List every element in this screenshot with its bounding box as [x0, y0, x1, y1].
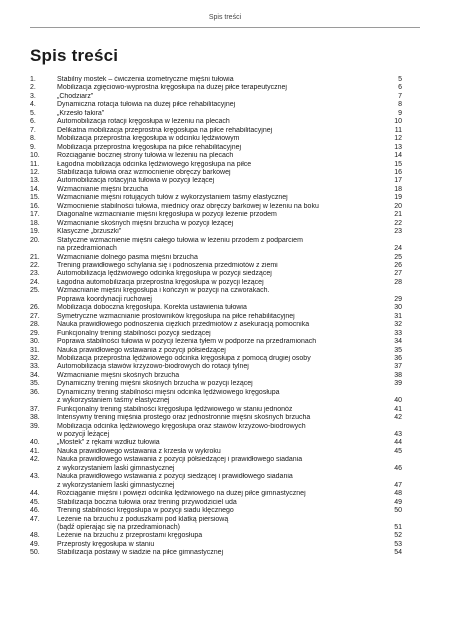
toc-entry: [30, 93, 402, 101]
toc-entry-number: 29.: [30, 329, 40, 337]
toc-entry: [30, 152, 402, 160]
toc-entry-number: 4.: [30, 101, 36, 109]
toc-entry-title-line: Wzmacnianie dolnego pasma mięśni brzucha: [57, 253, 198, 261]
toc-entry-number: 2.: [30, 84, 36, 92]
toc-entry-page-number: 44: [394, 439, 402, 447]
toc-entry-number: 17.: [30, 211, 40, 219]
toc-entry-number: 7.: [30, 126, 36, 134]
toc-entry-number: 38.: [30, 414, 40, 422]
toc-entry-number: 33.: [30, 363, 40, 371]
toc-entry-title-line: Mobilizacja doboczna kręgosłupa. Korekta ustawienia tułowia: [57, 304, 247, 312]
toc-entry-title-line: Łagodna mobilizacja odcinka lędźwiowego kręgosłupa na piłce: [57, 160, 252, 168]
toc-entry-title-line: Automobilizacja rotacji kręgosłupa w leżeniu na plecach: [57, 118, 230, 126]
toc-entry-page-number: 16: [394, 168, 402, 176]
toc-entry: [30, 279, 402, 287]
toc-entry: [30, 228, 402, 236]
toc-entry-page-number: 23: [394, 228, 402, 236]
toc-entry-title-line: Leżenie na brzuchu z przeprostami kręgosłupa: [57, 532, 203, 540]
toc-entry-title-line: Mobilizacja odcinka lędźwiowego kręgosłupa oraz stawów krzyżowo-biodrowych: [57, 422, 306, 430]
running-header: Spis treści: [208, 14, 242, 21]
toc-entry: [30, 270, 402, 278]
toc-entry-title-line: Funkcjonalny trening stabilności pozycji siedzącej: [57, 329, 211, 337]
toc-entry: [30, 338, 402, 346]
toc-entry: [30, 549, 402, 557]
toc-entry-page-number: 41: [394, 405, 402, 413]
toc-entry: [30, 473, 402, 490]
toc-entry-title: [57, 194, 374, 202]
toc-entry: [30, 135, 402, 143]
toc-entry-title: [57, 220, 374, 228]
toc-entry-page-number: 17: [394, 177, 402, 185]
toc-entry-number: 10.: [30, 152, 40, 160]
toc-entry-number: 1.: [30, 76, 36, 83]
toc-entry-page-number: 53: [394, 540, 402, 548]
toc-entry-title-line: Rozciąganie mięśni i powięzi odcinka lędźwiowego na dużej piłce gimnastycznej: [57, 490, 306, 498]
toc-entry-number: 43.: [30, 473, 40, 481]
toc-entry-title-line: Dynamiczna rotacja tułowia na dużej piłce rehabilitacyjnej: [57, 101, 236, 109]
toc-entry-title: [57, 330, 374, 338]
toc-entry-number: 24.: [30, 278, 40, 286]
toc-entry-page-number: 34: [394, 338, 402, 346]
toc-entry-title: [57, 439, 374, 447]
toc-entry-title: [57, 152, 374, 160]
header-divider: [30, 27, 420, 28]
toc-entry-title-line: Stabilizacja tułowia oraz wzmocnienie obręczy barkowej: [57, 168, 231, 176]
toc-entry: [30, 380, 402, 388]
toc-entry-title-line: Nauka prawidłowego wstawania z pozycji siedzącej i prawidłowego siadania: [57, 473, 293, 481]
toc-entry-title: [57, 507, 374, 515]
toc-entry-title: [57, 186, 374, 194]
toc-entry-title-line: Klasyczne „brzuszki”: [57, 228, 122, 236]
toc-entry-title: [57, 118, 374, 126]
toc-entry-title: [57, 321, 374, 329]
toc-entry-number: 45.: [30, 498, 40, 506]
toc-entry-title: [57, 414, 374, 422]
toc-entry-page-number: 27: [394, 270, 402, 278]
toc-entry-page-number: 38: [394, 371, 402, 379]
toc-entry-page-number: 43: [394, 431, 402, 439]
toc-entry-page-number: 5: [398, 76, 402, 83]
toc-entry-page-number: 50: [394, 507, 402, 515]
toc-entry: [30, 313, 402, 321]
toc-entry-title-line: Wzmacnianie mięśni skośnych brzucha: [57, 371, 180, 379]
toc-entry-number: 28.: [30, 321, 40, 329]
toc-entry-page-number: 32: [394, 321, 402, 329]
toc-entry-title: [57, 490, 374, 498]
toc-entry-page-number: 37: [394, 363, 402, 371]
toc-entry-title-line: na przedramionach: [57, 245, 117, 253]
toc-entry-page-number: 47: [394, 481, 402, 489]
toc-entry-title-line: Rozciąganie bocznej strony tułowia w leżeniu na plecach: [57, 152, 234, 160]
toc-entry-title: [57, 135, 374, 143]
toc-entry-title-line: Wzmacnianie skośnych mięśni brzucha w pozycji leżącej: [57, 219, 234, 227]
toc-entry-number: 15.: [30, 194, 40, 202]
toc-entry-title: [57, 532, 374, 540]
toc-entry-number: 12.: [30, 168, 40, 176]
toc-entry-title-line: Nauka prawidłowego wstawania z pozycji półsiedzącej: [57, 346, 226, 354]
toc-entry-number: 18.: [30, 219, 40, 227]
toc-entry-number: 23.: [30, 270, 40, 278]
toc-entry-title-line: (bądź opierając się na przedramionach): [57, 524, 180, 532]
toc-entry-page-number: 10: [394, 118, 402, 126]
toc-entry-title: [57, 84, 374, 92]
toc-entry: [30, 220, 402, 228]
toc-entry: [30, 532, 402, 540]
toc-entry-title: [57, 549, 374, 557]
toc-entry-title: [57, 177, 374, 185]
toc-entry-page-number: 24: [394, 245, 402, 253]
toc-entry-page-number: 28: [394, 278, 402, 286]
toc-entry-page-number: 35: [394, 346, 402, 354]
toc-entry-number: 44.: [30, 490, 40, 498]
toc-entry-title: [57, 347, 374, 355]
toc-entry-title: [57, 237, 374, 254]
toc-entry-title-line: Trening stabilności kręgosłupa w pozycji siadu klęcznego: [57, 507, 234, 515]
toc-entry-number: 48.: [30, 532, 40, 540]
toc-entry-title: [57, 161, 374, 169]
toc-entry-title-line: Wzmacnianie mięśni kręgosłupa i kończyn w pozycji na czworakach.: [57, 287, 270, 295]
toc-entry: [30, 161, 402, 169]
table-of-contents: [30, 76, 402, 558]
toc-entry-number: 11.: [30, 160, 40, 168]
toc-entry-page-number: 19: [394, 194, 402, 202]
toc-entry-number: 27.: [30, 312, 40, 320]
toc-entry: [30, 355, 402, 363]
toc-entry-title: [57, 262, 374, 270]
toc-entry: [30, 321, 402, 329]
toc-entry-title-line: Poprawa stabilności tułowia w pozycji leżenia tyłem w podporze na przedramionach: [57, 338, 317, 346]
page-title: Spis treści: [30, 46, 119, 65]
toc-entry-number: 50.: [30, 549, 40, 557]
toc-entry-title-line: Wzmacnianie mięśni brzucha: [57, 185, 149, 193]
toc-entry-page-number: 12: [394, 135, 402, 143]
toc-entry-title-line: Automobilizacja rotacyjna tułowia w pozycji leżącej: [57, 177, 215, 185]
toc-entry: [30, 118, 402, 126]
toc-entry-title-line: Nauka prawidłowego podnoszenia ciężkich przedmiotów z asekuracją pomocnika: [57, 321, 310, 329]
toc-entry-page-number: 49: [394, 498, 402, 506]
toc-entry: [30, 169, 402, 177]
toc-entry-number: 5.: [30, 109, 36, 117]
toc-entry-title-line: Nauka prawidłowego wstawania z krzesła w wykroku: [57, 447, 221, 455]
toc-entry-title: [57, 76, 374, 84]
toc-entry: [30, 186, 402, 194]
toc-entry-page-number: 48: [394, 490, 402, 498]
toc-entry-number: 47.: [30, 515, 40, 523]
toc-entry-title: [57, 313, 374, 321]
toc-entry: [30, 347, 402, 355]
toc-entry-title: [57, 101, 374, 109]
toc-entry-title-line: Intensywny trening mięśnia prostego oraz jednostronnie mięśni skośnych brzucha: [57, 414, 311, 422]
toc-entry-title: [57, 338, 374, 346]
toc-entry-page-number: 46: [394, 464, 402, 472]
toc-entry-number: 32.: [30, 354, 40, 362]
toc-entry: [30, 439, 402, 447]
toc-entry: [30, 203, 402, 211]
toc-entry-page-number: 51: [394, 524, 402, 532]
toc-entry-title-line: Stabilizacja postawy w siadzie na piłce gimnastycznej: [57, 549, 224, 557]
toc-entry-page-number: 40: [394, 397, 402, 405]
toc-entry-title-line: Mobilizacja przeprostna lędźwiowego odcinka kręgosłupa z pomocą drugiej osoby: [57, 354, 311, 362]
toc-entry: [30, 101, 402, 109]
toc-entry-title: [57, 270, 374, 278]
toc-entry-page-number: 54: [394, 549, 402, 557]
toc-entry-page-number: 26: [394, 261, 402, 269]
toc-entry-title-line: z wykorzystaniem laski gimnastycznej: [57, 464, 175, 472]
toc-entry-title: [57, 93, 374, 101]
toc-entry: [30, 414, 402, 422]
toc-entry: [30, 406, 402, 414]
toc-entry-title-line: Nauka prawidłowego wstawania z pozycji półsiedzącej i prawidłowego siadania: [57, 456, 303, 464]
toc-entry: [30, 448, 402, 456]
toc-entry: [30, 516, 402, 533]
toc-entry-title: [57, 389, 374, 406]
toc-entry: [30, 541, 402, 549]
toc-entry-title: [57, 541, 374, 549]
toc-entry-title-line: Mobilizacja zgięciowo-wyprostna kręgosłupa na dużej piłce terapeutycznej: [57, 84, 287, 92]
toc-entry-number: 9.: [30, 143, 36, 151]
toc-entry-number: 26.: [30, 304, 40, 312]
toc-entry: [30, 499, 402, 507]
toc-entry-number: 34.: [30, 371, 40, 379]
toc-entry-number: 40.: [30, 439, 40, 447]
toc-entry: [30, 490, 402, 498]
toc-entry-number: 49.: [30, 540, 40, 548]
toc-entry: [30, 194, 402, 202]
toc-entry: [30, 304, 402, 312]
toc-entry-title-line: Leżenie na brzuchu z poduszkami pod klatką piersiową: [57, 515, 229, 523]
toc-entry-number: 19.: [30, 228, 40, 236]
toc-entry-number: 25.: [30, 287, 40, 295]
toc-entry-number: 42.: [30, 456, 40, 464]
toc-entry-title-line: Diagonalne wzmacnianie mięśni kręgosłupa w pozycji leżenie przodem: [57, 211, 277, 219]
toc-entry: [30, 211, 402, 219]
toc-entry: [30, 144, 402, 152]
toc-entry-page-number: 20: [394, 202, 402, 210]
toc-entry: [30, 372, 402, 380]
toc-entry-page-number: 13: [394, 143, 402, 151]
toc-entry-title-line: Symetryczne wzmacnianie prostowników kręgosłupa na piłce rehabilitacyjnej: [57, 312, 295, 320]
toc-entry-title: [57, 127, 374, 135]
toc-entry-number: 3.: [30, 92, 36, 100]
toc-entry-title: [57, 380, 374, 388]
toc-entry: [30, 287, 402, 304]
toc-entry-title-line: Mobilizacja przeprostna kręgosłupa na piłce rehabilitacyjnej: [57, 143, 242, 151]
toc-entry: [30, 363, 402, 371]
toc-entry-title-line: Funkcjonalny trening stabilności kręgosłupa lędźwiowego w staniu jednonóż: [57, 405, 293, 413]
toc-entry-title-line: Wzmocnienie stabilności tułowia, miednicy oraz obręczy barkowej w leżeniu na boku: [57, 202, 319, 210]
toc-entry-page-number: 42: [394, 414, 402, 422]
toc-entry-number: 35.: [30, 380, 40, 388]
toc-entry-page-number: 39: [394, 380, 402, 388]
toc-entry-title: [57, 473, 374, 490]
toc-entry-title-line: Poprawa koordynacji ruchowej: [57, 295, 152, 303]
toc-entry-title: [57, 423, 374, 440]
toc-entry: [30, 389, 402, 406]
toc-entry-title: [57, 499, 374, 507]
toc-entry-title-line: Dynamiczny trening stabilności mięśni odcinka lędźwiowego kręgosłupa: [57, 388, 280, 396]
toc-entry-title: [57, 169, 374, 177]
toc-entry-title-line: Przeprosty kręgosłupa w staniu: [57, 540, 155, 548]
toc-entry-page-number: 21: [394, 211, 402, 219]
toc-entry-page-number: 36: [394, 354, 402, 362]
toc-entry-title-line: Trening prawidłowego schylania się i podnoszenia przedmiotów z ziemi: [57, 261, 278, 269]
toc-entry: [30, 127, 402, 135]
toc-entry-title: [57, 211, 374, 219]
toc-entry-title-line: „Chodziarz”: [57, 92, 94, 100]
toc-entry-number: 16.: [30, 202, 40, 210]
toc-entry: [30, 177, 402, 185]
toc-entry-page-number: 14: [394, 152, 402, 160]
toc-entry-number: 39.: [30, 422, 40, 430]
toc-entry-title-line: z wykorzystaniem laski gimnastycznej: [57, 481, 175, 489]
toc-entry-title: [57, 110, 374, 118]
toc-entry-title-line: Statyczne wzmacnienie mięśni całego tułowia w leżeniu przodem z podparciem: [57, 236, 303, 244]
toc-entry-page-number: 25: [394, 253, 402, 261]
toc-entry-number: 20.: [30, 236, 40, 244]
toc-entry: [30, 423, 402, 440]
toc-entry-number: 46.: [30, 507, 40, 515]
toc-entry-title-line: Łagodna automobilizacja przeprostna kręgosłupa w pozycji leżącej: [57, 278, 264, 286]
toc-entry-title: [57, 254, 374, 262]
toc-entry-title: [57, 516, 374, 533]
toc-entry: [30, 254, 402, 262]
toc-entry-title: [57, 279, 374, 287]
toc-entry-title-line: Automobilizacja lędźwiowego odcinka kręgosłupa w pozycji siedzącej: [57, 270, 272, 278]
toc-entry-title-line: „Krzesło fakira”: [57, 109, 105, 117]
toc-entry-number: 41.: [30, 447, 40, 455]
toc-entry-title: [57, 372, 374, 380]
toc-entry-title-line: Stabilizacja boczna tułowia oraz trening przywodziciel uda: [57, 498, 237, 506]
toc-entry: [30, 76, 402, 84]
toc-entry-title: [57, 203, 374, 211]
toc-entry: [30, 237, 402, 254]
toc-entry-title: [57, 304, 374, 312]
toc-entry-page-number: 15: [394, 160, 402, 168]
toc-entry-title-line: Stabilny mostek – ćwiczenia izometryczne mięśni tułowia: [57, 76, 234, 83]
toc-entry-title-line: „Mostek” z rękami wzdłuż tułowia: [57, 439, 160, 447]
toc-entry-title: [57, 363, 374, 371]
toc-entry: [30, 84, 402, 92]
toc-entry-title-line: Mobilizacja przeprostna kręgosłupa w odcinku lędźwiowym: [57, 135, 240, 143]
toc-entry-title: [57, 228, 374, 236]
toc-entry-page-number: 22: [394, 219, 402, 227]
toc-entry-page-number: 7: [398, 92, 402, 100]
toc-entry-page-number: 45: [394, 447, 402, 455]
toc-entry-title-line: Wzmacnianie mięśni rotujących tułów z wykorzystaniem taśmy elastycznej: [57, 194, 288, 202]
toc-entry-title-line: z wykorzystaniem taśmy elastycznej: [57, 397, 170, 405]
toc-entry-page-number: 6: [398, 84, 402, 92]
toc-entry-page-number: 30: [394, 304, 402, 312]
toc-entry-number: 22.: [30, 261, 40, 269]
toc-entry-number: 14.: [30, 185, 40, 193]
toc-entry: [30, 507, 402, 515]
toc-entry-number: 21.: [30, 253, 40, 261]
toc-entry-page-number: 52: [394, 532, 402, 540]
toc-entry-page-number: 29: [394, 295, 402, 303]
toc-entry-title: [57, 144, 374, 152]
toc-entry-number: 13.: [30, 177, 40, 185]
toc-entry-title: [57, 448, 374, 456]
toc-entry-number: 8.: [30, 135, 36, 143]
toc-entry-page-number: 11: [394, 126, 402, 134]
toc-entry-page-number: 18: [394, 185, 402, 193]
toc-entry-page-number: 9: [398, 109, 402, 117]
toc-entry-page-number: 31: [394, 312, 402, 320]
toc-entry-page-number: 8: [398, 101, 402, 109]
toc-entry-title: [57, 355, 374, 363]
toc-entry-title: [57, 456, 374, 473]
toc-entry-number: 6.: [30, 118, 36, 126]
toc-entry-number: 31.: [30, 346, 40, 354]
toc-entry-number: 36.: [30, 388, 40, 396]
toc-entry-title-line: Automobilizacja stawów krzyżowo-biodrowych do rotacji tylnej: [57, 363, 249, 371]
toc-entry: [30, 262, 402, 270]
toc-entry: [30, 330, 402, 338]
toc-entry-page-number: 33: [394, 329, 402, 337]
toc-entry-title-line: w pozycji leżącej: [57, 431, 110, 439]
toc-entry-number: 37.: [30, 405, 40, 413]
toc-entry-title-line: Dynamiczny trening mięśni skośnych brzucha w pozycji leżącej: [57, 380, 253, 388]
toc-entry: [30, 456, 402, 473]
toc-entry-title-line: Delikatna mobilizacja przeprostna kręgosłupa na piłce rehabilitacyjnej: [57, 126, 273, 134]
toc-entry-number: 30.: [30, 338, 40, 346]
toc-entry-title: [57, 287, 374, 304]
toc-entry-title: [57, 406, 374, 414]
toc-entry: [30, 110, 402, 118]
